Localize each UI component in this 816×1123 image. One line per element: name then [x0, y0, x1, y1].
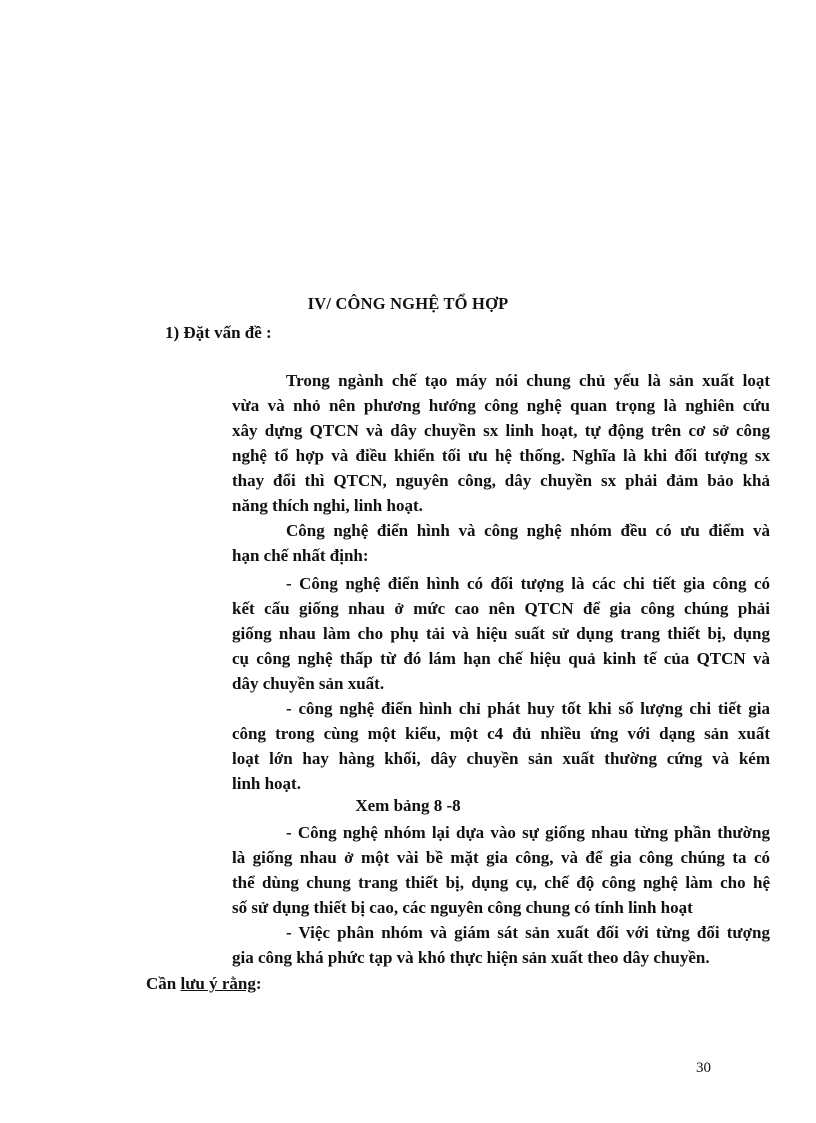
section-heading: 1) Đặt vấn đề : [165, 323, 272, 342]
note-prefix: Cần [146, 974, 181, 993]
paragraph-line: thay đổi thì QTCN, nguyên công, dây chuyền sx phải đảm bảo khả [232, 471, 770, 490]
paragraph-line: - Công nghệ điển hình có đối tượng là các chi tiết gia công có [286, 574, 770, 593]
page-number: 30 [696, 1060, 711, 1076]
paragraph-line: công trong cùng một kiểu, một c4 đủ nhiều ứng với dạng sản xuất [232, 724, 770, 743]
see-table-reference: Xem bảng 8 -8 [355, 796, 461, 815]
paragraph-line: linh hoạt. [232, 774, 301, 793]
paragraph-line: - công nghệ điển hình chỉ phát huy tốt khi số lượng chi tiết gia [286, 699, 770, 718]
note-suffix: : [255, 974, 262, 993]
paragraph-line: dây chuyền sản xuất. [232, 674, 385, 693]
paragraph-line: Công nghệ điển hình và công nghệ nhóm đều có ưu điểm và [286, 521, 770, 540]
page-title: IV/ CÔNG NGHỆ TỔ HỢP [307, 294, 509, 313]
paragraph-line: số sử dụng thiết bị cao, các nguyên công chung có tính linh hoạt [232, 898, 693, 917]
note-line [146, 973, 262, 995]
paragraph-line: cụ công nghệ thấp từ đó lám hạn chế hiệu quả kinh tế của QTCN và [232, 649, 770, 668]
paragraph-line: - Công nghệ nhóm lại dựa vào sự giống nhau từng phần thường [286, 823, 770, 842]
paragraph-line: thể dùng chung trang thiết bị, dụng cụ, chế độ công nghệ làm cho hệ [232, 873, 770, 892]
paragraph-line: vừa và nhỏ nên phương hướng công nghệ quan trọng là nghiên cứu [232, 396, 770, 415]
paragraph-line: giống nhau làm cho phụ tải và hiệu suất sử dụng trang thiết bị, dụng [232, 624, 770, 643]
note-underlined: lưu ý rằng [180, 974, 256, 993]
paragraph-line: loạt lớn hay hàng khối, dây chuyền sản xuất thường cứng và kém [232, 749, 770, 768]
paragraph-line: nghệ tổ hợp và điều khiển tối ưu hệ thống. Nghĩa là khi đối tượng sx [232, 446, 770, 465]
paragraph-line: gia công khá phức tạp và khó thực hiện sản xuất theo dây chuyền. [232, 948, 710, 967]
paragraph-line: hạn chế nhất định: [232, 546, 369, 565]
paragraph-line: Trong ngành chế tạo máy nói chung chủ yếu là sản xuất loạt [286, 371, 770, 390]
paragraph-line: là giống nhau ở một vài bề mặt gia công, và để gia công chúng ta có [232, 848, 770, 867]
paragraph-line: xây dựng QTCN và dây chuyền sx linh hoạt, tự động trên cơ sở công [232, 421, 770, 440]
paragraph-line: - Việc phân nhóm và giám sát sản xuất đối với từng đối tượng [286, 923, 770, 942]
paragraph-line: kết cấu giống nhau ở mức cao nên QTCN để gia công chúng phải [232, 599, 770, 618]
paragraph-line: năng thích nghi, linh hoạt. [232, 496, 423, 515]
